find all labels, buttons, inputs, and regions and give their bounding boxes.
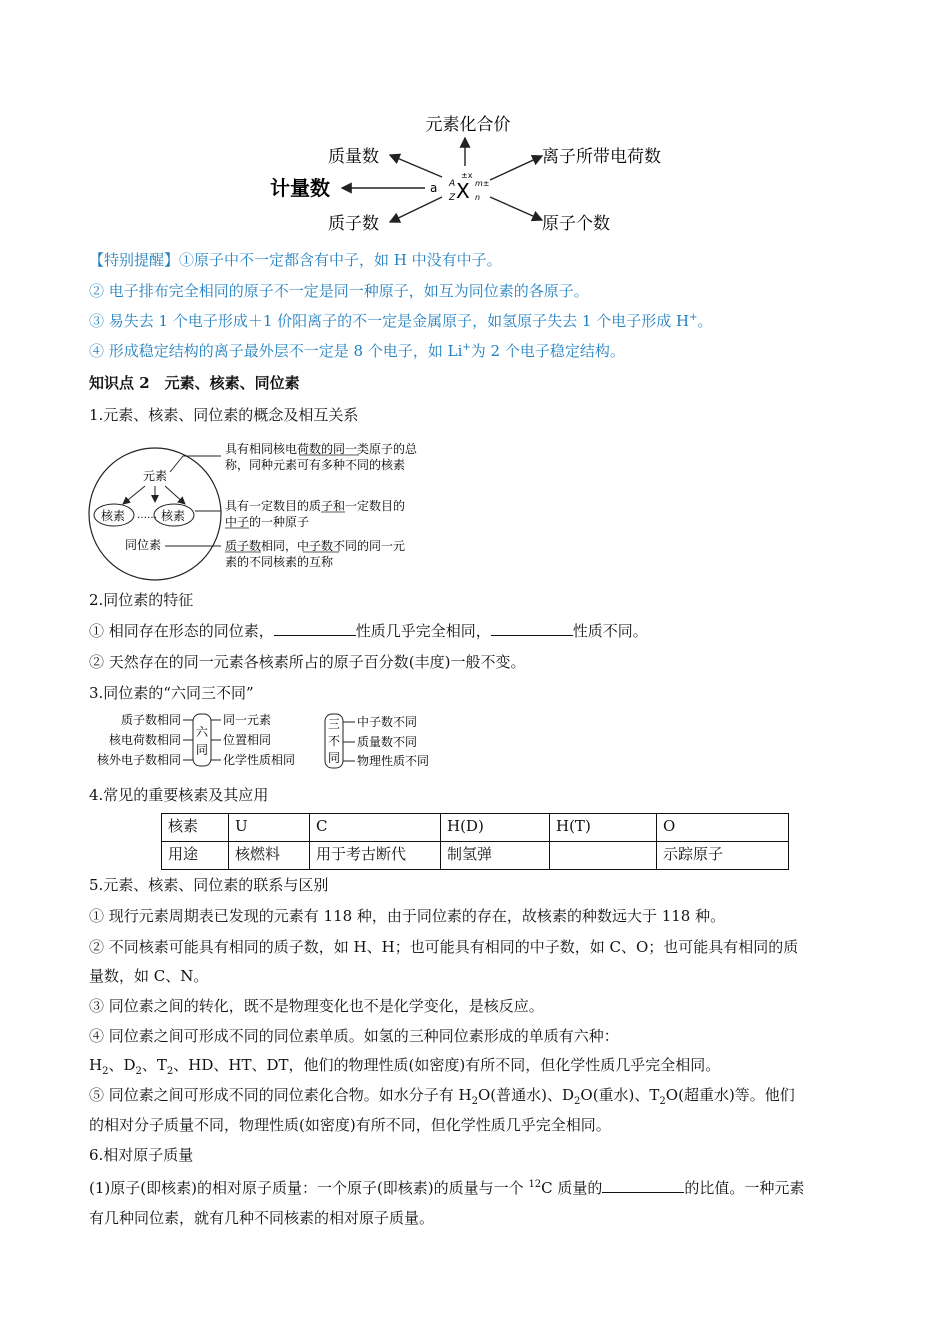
three-center-2: 不 bbox=[328, 734, 341, 748]
subsection-3-title: 3.同位素的“六同三不同” bbox=[89, 684, 254, 702]
six-same-three-diff-diagram bbox=[85, 710, 445, 772]
def-nuclide-1: 具有一定数目的质子和一定数目的 bbox=[225, 499, 406, 513]
s5-line-3: 量数，如 C、N。 bbox=[89, 967, 209, 985]
symbol-element: X bbox=[456, 179, 470, 203]
subsection-4-title: 4.常见的重要核素及其应用 bbox=[89, 786, 269, 804]
symbol-count: n bbox=[475, 193, 481, 202]
def-isotope-2: 素的不同核素的互称 bbox=[225, 555, 334, 569]
def-nuclide-2: 中子的一种原子 bbox=[225, 515, 310, 529]
blank-3[interactable] bbox=[602, 1178, 684, 1193]
s5-line-5: ④ 同位素之间可形成不同的同位素单质。如氢的三种同位素形成的单质有六种： bbox=[89, 1027, 619, 1045]
symbol-charge: m± bbox=[475, 179, 490, 188]
arrow-lower-left bbox=[390, 197, 442, 222]
subsection-5-title: 5.元素、核素、同位素的联系与区别 bbox=[89, 876, 329, 894]
section-title: 知识点 2 元素、核素、同位素 bbox=[89, 374, 300, 392]
three-right-2: 质量数不同 bbox=[357, 735, 418, 749]
table-cell bbox=[550, 842, 657, 870]
symbol-valence: ±x bbox=[461, 171, 473, 180]
table-cell: 示踪原子 bbox=[657, 842, 789, 870]
leader-element bbox=[170, 456, 183, 472]
venn-arrow-right bbox=[165, 486, 185, 504]
six-center-1: 六 bbox=[196, 725, 209, 739]
six-right-3: 化学性质相同 bbox=[223, 753, 296, 767]
symbol-coefficient: a bbox=[430, 181, 438, 195]
table-cell: C bbox=[310, 814, 441, 842]
arrow-lower-right bbox=[490, 197, 542, 220]
s5-line-1: ① 现行元素周期表已发现的元素有 118 种，由于同位素的存在，故核素的种数远大于 118 种。 bbox=[89, 907, 726, 925]
s5-line-8: 的相对分子质量不同，物理性质(如密度)有所不同，但化学性质几乎完全相同。 bbox=[89, 1116, 611, 1134]
venn-nuclide-right: 核素 bbox=[161, 509, 186, 523]
blank-2[interactable] bbox=[491, 621, 573, 636]
table-cell: H(T) bbox=[550, 814, 657, 842]
table-cell: 核素 bbox=[162, 814, 229, 842]
element-nuclide-isotope-diagram bbox=[85, 436, 445, 586]
table-cell: O bbox=[657, 814, 789, 842]
three-center-1: 三 bbox=[328, 717, 341, 731]
arrow-upper-left bbox=[390, 155, 442, 177]
s5-line-4: ③ 同位素之间的转化，既不是物理变化也不是化学变化，是核反应。 bbox=[89, 997, 544, 1015]
table-row bbox=[162, 842, 789, 870]
subsection-2-title: 2.同位素的特征 bbox=[89, 591, 194, 609]
table-row bbox=[162, 814, 789, 842]
six-left-1: 质子数相同 bbox=[120, 713, 181, 727]
def-isotope-1: 质子数相同，中子数不同的同一元 bbox=[225, 539, 406, 553]
tip-line-3: ③ 易失去 1 个电子形成＋1 价阳离子的不一定是金属原子，如氢原子失去 1 个电子形成 H+。 bbox=[89, 312, 713, 330]
six-left-3: 核外电子数相同 bbox=[96, 753, 181, 767]
venn-dots: …… bbox=[137, 510, 157, 521]
six-same-box bbox=[193, 714, 211, 766]
s2-line-1: ① 相同存在形态的同位素， 性质几乎完全相同， 性质不同。 bbox=[89, 622, 648, 640]
blank-1[interactable] bbox=[274, 621, 356, 636]
s2-line-2: ② 天然存在的同一元素各核素所占的原子百分数(丰度)一般不变。 bbox=[89, 653, 526, 671]
three-right-1: 中子数不同 bbox=[357, 715, 418, 729]
three-right-3: 物理性质不同 bbox=[357, 754, 430, 768]
s6-line-2: 有几种同位素，就有几种不同核素的相对原子质量。 bbox=[89, 1209, 435, 1227]
label-mass-number: 质量数 bbox=[328, 147, 379, 167]
s5-line-2: ② 不同核素可能具有相同的质子数，如 H、H；也可能具有相同的中子数，如 C、O；也可能具有相同的质 bbox=[89, 938, 799, 956]
label-ion-charge: 离子所带电荷数 bbox=[542, 147, 661, 167]
arrow-upper-right bbox=[490, 156, 542, 180]
s6-line-1: (1)原子(即核素)的相对原子质量：一个原子(即核素)的质量与一个 $^{12}$C 质量的 的比值。一种元素 bbox=[89, 1179, 805, 1197]
table-cell: 用途 bbox=[162, 842, 229, 870]
venn-arrow-left bbox=[123, 486, 145, 504]
venn-nuclide-left: 核素 bbox=[101, 509, 126, 523]
table-cell: 用于考古断代 bbox=[310, 842, 441, 870]
six-right-2: 位置相同 bbox=[223, 733, 272, 747]
symbol-atomic: Z bbox=[449, 193, 456, 203]
label-valence-meaning: 元素化合价 bbox=[425, 115, 511, 135]
def-element-2: 称，同种元素可有多种不同的核素 bbox=[225, 458, 406, 472]
table-cell: U bbox=[229, 814, 310, 842]
def-element-1: 具有相同核电荷数的同一类原子的总 bbox=[225, 442, 418, 456]
nuclide-table bbox=[161, 813, 789, 870]
subsection-6-title: 6.相对原子质量 bbox=[89, 1146, 194, 1164]
tip-line-1: 【特别提醒】①原子中不一定都含有中子，如 H 中没有中子。 bbox=[89, 251, 502, 269]
tip-line-4: ④ 形成稳定结构的离子最外层不一定是 8 个电子，如 Li+为 2 个电子稳定结构。 bbox=[89, 342, 625, 360]
six-right-1: 同一元素 bbox=[223, 713, 272, 727]
six-left-2: 核电荷数相同 bbox=[108, 733, 181, 747]
tip-line-2: ② 电子排布完全相同的原子不一定是同一种原子，如互为同位素的各原子。 bbox=[89, 282, 589, 300]
table-cell: 核燃料 bbox=[229, 842, 310, 870]
six-center-2: 同 bbox=[196, 743, 209, 757]
symbol-mass: A bbox=[449, 179, 456, 189]
three-center-3: 同 bbox=[328, 751, 341, 765]
label-atom-count: 原子个数 bbox=[542, 214, 610, 234]
venn-element: 元素 bbox=[143, 469, 168, 483]
table-cell: 制氢弹 bbox=[441, 842, 550, 870]
table-cell: H(D) bbox=[441, 814, 550, 842]
label-coefficient: 计量数 bbox=[270, 176, 330, 200]
label-proton-number: 质子数 bbox=[328, 214, 379, 234]
subsection-1-title: 1.元素、核素、同位素的概念及相互关系 bbox=[89, 406, 359, 424]
symbol-meaning-diagram bbox=[260, 100, 700, 240]
venn-isotope: 同位素 bbox=[125, 538, 162, 552]
s5-line-6: $H_2$、$D_2$、$T_2$、HD、HT、DT，他们的物理性质(如密度)有所不同，但化学性质几乎完全相同。 bbox=[89, 1056, 721, 1077]
s5-line-7: ⑤ 同位素之间可形成不同的同位素化合物。如水分子有 $H_2O$(普通水)、$D_2O$(重水)、$T_2O$(超重水)等。他们 bbox=[89, 1086, 795, 1107]
